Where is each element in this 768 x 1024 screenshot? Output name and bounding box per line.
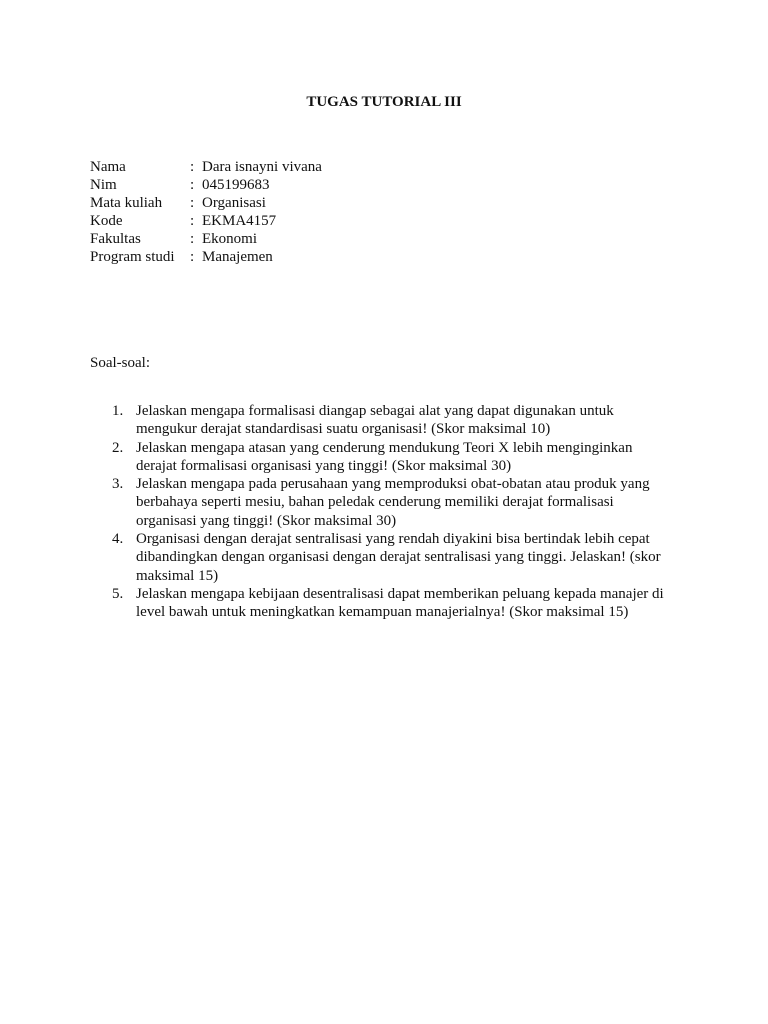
- info-separator: :: [190, 195, 195, 211]
- info-label: Nim: [90, 177, 117, 193]
- question-number: 5.: [112, 585, 124, 602]
- question-number: 2.: [112, 439, 124, 456]
- info-row-kode: [90, 212, 690, 230]
- student-info: [90, 158, 690, 266]
- info-label: Nama: [90, 159, 126, 175]
- question-list: [112, 402, 672, 622]
- question-text: Organisasi dengan derajat sentralisasi yang rendah diyakini bisa bertindak lebih cepat dibandingkan dengan organisasi dengan derajat sentralisasi yang tinggi. Jelaskan! (skor maksimal 15): [136, 531, 661, 584]
- info-value: Dara isnayni vivana: [202, 159, 322, 175]
- info-row-fakultas: [90, 230, 690, 248]
- info-separator: :: [190, 159, 195, 175]
- info-row-nama: [90, 158, 690, 176]
- info-separator: :: [190, 231, 195, 247]
- question-text: Jelaskan mengapa kebijaan desentralisasi dapat memberikan peluang kepada manajer di level bawah untuk meningkatkan kemampuan manajerialnya! (Skor maksimal 15): [136, 585, 664, 621]
- info-value: Manajemen: [202, 249, 273, 265]
- info-row-program-studi: [90, 248, 690, 266]
- question-item: [112, 585, 672, 622]
- info-label: Fakultas: [90, 231, 141, 247]
- info-row-mata-kuliah: [90, 194, 690, 212]
- info-value: Ekonomi: [202, 231, 257, 247]
- document-title: TUGAS TUTORIAL III: [306, 94, 462, 110]
- info-value: 045199683: [202, 177, 270, 193]
- info-row-nim: [90, 176, 690, 194]
- question-number: 3.: [112, 476, 124, 493]
- info-label: Mata kuliah: [90, 195, 163, 211]
- info-label: Kode: [90, 213, 123, 229]
- question-item: [112, 402, 672, 439]
- question-item: [112, 439, 672, 476]
- question-text: Jelaskan mengapa atasan yang cenderung mendukung Teori X lebih menginginkan derajat formalisasi organisasi yang tinggi! (Skor maksimal 30): [136, 439, 633, 474]
- question-number: 1.: [112, 403, 124, 419]
- info-separator: :: [190, 177, 195, 193]
- info-label: Program studi: [90, 249, 175, 265]
- question-text: Jelaskan mengapa formalisasi diangap sebagai alat yang dapat digunakan untuk mengukur derajat standardisasi suatu organisasi! (Skor maksimal 10): [136, 403, 614, 438]
- info-value: Organisasi: [202, 195, 266, 211]
- question-item: [112, 475, 672, 530]
- info-value: EKMA4157: [202, 213, 277, 229]
- question-number: 4.: [112, 531, 124, 548]
- questions-heading: Soal-soal:: [90, 355, 150, 371]
- question-text: Jelaskan mengapa pada perusahaan yang memproduksi obat-obatan atau produk yang berbahaya seperti mesiu, bahan peledak cenderung memiliki derajat formalisasi organisasi yang tinggi! (Skor maksimal 30): [136, 476, 650, 529]
- info-separator: :: [190, 213, 195, 229]
- info-separator: :: [190, 249, 195, 265]
- question-item: [112, 530, 672, 585]
